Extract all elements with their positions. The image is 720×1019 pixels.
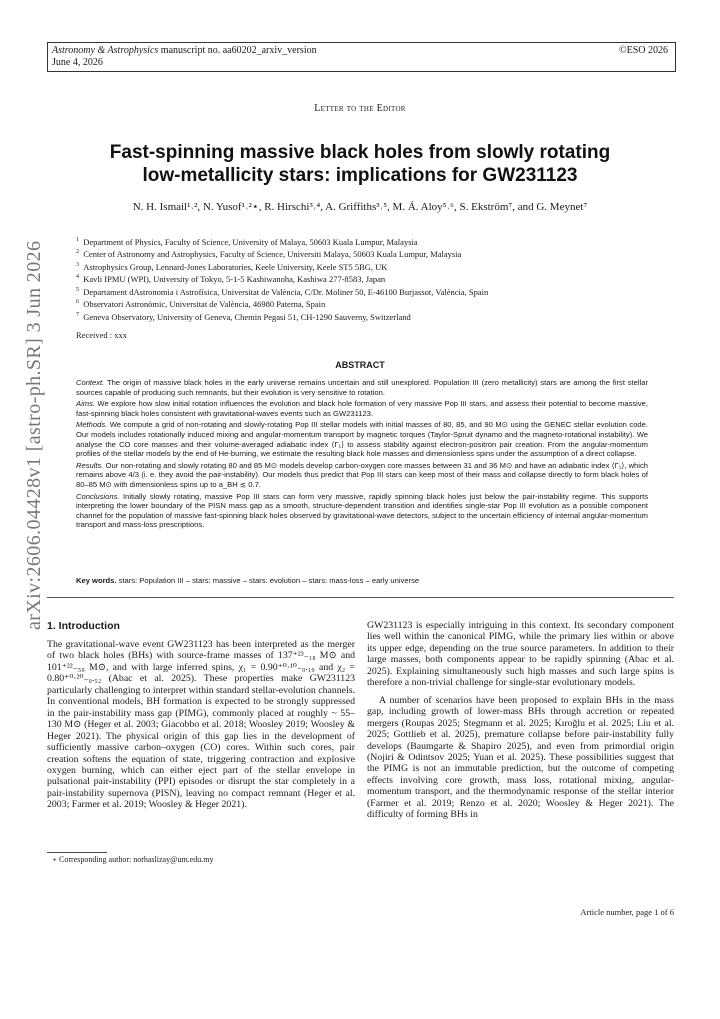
affiliation-item: $^1$ Department of Physics, Faculty of Science, University of Malaya, 50603 Kuala Lumpur, Malaysia bbox=[76, 236, 418, 247]
abstract-methods: Methods. We compute a grid of non-rotating and slowly-rotating Pop III stellar models with initial masses of 80, 85, and 90 M⊙ using the GENEC stellar evolution code. Our models includes rotationally induced mixing and angular-momentum transport by magnetic torques (Taylor-Spruit dynamo and the magneto-rotational instability). We analyse the CO core masses and their volume-averaged adiabatic index ⟨Γ₁⟩ to assess stability against electron-positron pair creation. From the angular-momentum profiles of the stellar models by the end of He-burning, we estimate the resulting black hole masses and dimensionless spins under the assumption of a direct collapse. bbox=[76, 420, 648, 459]
affiliation-item: $^2$ Center of Astronomy and Astrophysics, Faculty of Science, Universiti Malaya, 50603 Kuala Lumpur, Malaysia bbox=[76, 249, 462, 260]
separator-rule bbox=[47, 597, 674, 598]
abstract-body bbox=[76, 378, 648, 532]
affiliation-item: $^6$ Observatori Astronòmic, Universitat de València, 46980 Paterna, Spain bbox=[76, 298, 326, 309]
keywords: Key words. stars: Population III – stars: massive – stars: evolution – stars: mass-loss – early universe bbox=[76, 576, 420, 585]
abstract-aims: Aims. We explore how slow initial rotation influences the evolution and black hole formation of very massive Pop III stars, and assess their potential to become massive, fast-spinning black holes consistent with gravitational-waves events such as GW231123. bbox=[76, 399, 648, 418]
paragraph: The gravitational-wave event GW231123 has been interpreted as the merger of two black holes (BHs) with source-frame masses of 137⁺²³₋₁₈ M⊙ and 101⁺²²₋₅₀ M⊙, and with large inferred spins, χ₁ = 0.90⁺⁰·¹⁰₋₀.₁₉ and χ₂ = 0.80⁺⁰·²⁰₋₀.₅₂ (Abac et al. 2025). These properties make GW231123 particularly challenging to interpret within standard stellar-evolution channels. In conventional models, BH formation is expected to be strongly suppressed in the pair-instability mass gap (PIMG), commonly placed at roughly ~ 55–130 M⊙ (Heger et al. 2003; Giacobbo et al. 2018; Woosley 2019; Woosley & Heger 2021). The physical origin of this gap lies in the development of sufficiently massive carbon–oxygen (CO) cores. Within such cores, pair creation softens the equation of state, triggering contraction and explosive oxygen burning, which can either eject part of the stellar envelope in pulsational pair-instability (PPI) episodes or disrupt the star completely in a pair-instability supernova (PISN), leaving no compact remnant (Heger et al. 2003; Farmer et al. 2019; Woosley & Heger 2021). bbox=[47, 639, 355, 811]
abstract-heading: ABSTRACT bbox=[335, 360, 385, 370]
abstract-context: Context. The origin of massive black holes in the early universe remains uncertain and still unexplored. Population III (zero metallicity) stars are among the first stellar sources capable of producing such remnants, but their evolution is very sensitive to rotation. bbox=[76, 378, 648, 397]
title-line-1: Fast-spinning massive black holes from slowly rotating bbox=[109, 142, 611, 163]
paragraph: GW231123 is especially intriguing in this context. Its secondary component lies well within the canonical PIMG, while the primary lies within or above its upper edge, depending on the true source parameters. In addition to their large masses, both components appear to be rapidly spinning (Abac et al. 2025). Explaining simultaneously such high masses and such large spins is therefore a non-trivial challenge for single-star evolutionary models. bbox=[367, 620, 674, 689]
author-list: N. H. Ismail¹˒², N. Yusof¹˒²⋆, R. Hirschi³˒⁴, A. Griffiths³˒⁵, M. Á. Aloy⁵˒⁶, S. Ekström⁷, and G. Meynet⁷ bbox=[132, 201, 588, 213]
received-date: Received : xxx bbox=[76, 330, 127, 340]
affiliation-list bbox=[76, 235, 488, 322]
affiliation-item: $^7$ Geneva Observatory, University of Geneva, Chemin Pegasi 51, CH-1290 Sauverny, Switzerland bbox=[76, 311, 411, 322]
affiliation-item: $^5$ Departament dAstronomia i Astrofísica, Universitat de València, C/Dr. Moliner 50, E-46100 Burjassot, València, Spain bbox=[76, 286, 489, 297]
footnote-rule bbox=[47, 852, 107, 853]
page-number: Article number, page 1 of 6 bbox=[580, 907, 674, 917]
arxiv-identifier[interactable]: arXiv:2606.04428v1 [astro-ph.SR] 3 Jun 2026 bbox=[23, 240, 45, 630]
body-column-left bbox=[47, 639, 355, 811]
abstract-conclusions: Conclusions. Initially slowly rotating, massive Pop III stars can form very massive, rapidly spinning black holes just below the pair-instability regime. This supports interpreting the lower boundary of the PISN mass gap as a smooth, structure-dependent transition and identifies single-star Pop III evolution as a possible component channel for the population of massive fast-spinning black holes observed by gravitational-wave detectors, subject to the uncertain efficiency of internal angular-momentum transport and mass-loss prescriptions. bbox=[76, 491, 648, 530]
paragraph: A number of scenarios have been proposed to explain BHs in the mass gap, including growth of lower-mass BHs through accretion or repeated mergers (Roupas 2025; Stegmann et al. 2025; Kıroğlu et al. 2025; Liu et al. 2025; Gottlieb et al. 2025), premature collapse before pair-instability fully develops (Baumgarte & Shapiro 2025), and even from primordial origin (Nojiri & Odintsov 2025; Yuan et al. 2025). These possibilities suggest that the PIMG is not an immutable prediction, but the outcome of competing effects involving core growth, mass loss, rotational mixing, angular-momentum transport, and the thermodynamic response of the stellar interior (Farmer et al. 2019; Renzo et al. 2020; Woosley & Heger 2021). The difficulty of forming BHs in bbox=[367, 694, 674, 821]
body-column-right bbox=[367, 620, 674, 821]
section-heading-introduction: 1. Introduction bbox=[47, 620, 120, 632]
manuscript-date: June 4, 2026 bbox=[52, 57, 103, 68]
paper-title bbox=[60, 141, 660, 187]
journal-line bbox=[52, 45, 317, 56]
title-line-2: low-metallicity stars: implications for GW231123 bbox=[142, 165, 578, 186]
copyright: ©ESO 2026 bbox=[619, 45, 668, 56]
journal-name: Astronomy & Astrophysics bbox=[52, 45, 159, 56]
footnote: ⋆ Corresponding author: norhaslizay@um.edu.my bbox=[52, 855, 214, 864]
abstract-results: Results. Our non-rotating and slowly rotating 80 and 85 M⊙ models develop carbon-oxygen core masses between 31 and 36 M⊙ and have an adiabatic index ⟨Γ₁⟩, which remains above 4/3 (i. e. they avoid the pair-instability). Our models thus predict that Pop III stars can keep most of their mass and collapse directly to form black holes of 80–85 M⊙ with dimensionless spins up to a_BH ≲ 0.7. bbox=[76, 460, 648, 489]
section-label: Letter to the Editor bbox=[314, 103, 406, 114]
affiliation-item: $^4$ Kavli IPMU (WPI), University of Tokyo, 5-1-5 Kashiwanoha, Kashiwa 277-8583, Japan bbox=[76, 274, 386, 285]
affiliation-item: $^3$ Astrophysics Group, Lennard-Jones Laboratories, Keele University, Keele ST5 5BG, UK bbox=[76, 261, 388, 272]
manuscript-id: manuscript no. aa60202_arxiv_version bbox=[160, 45, 317, 56]
